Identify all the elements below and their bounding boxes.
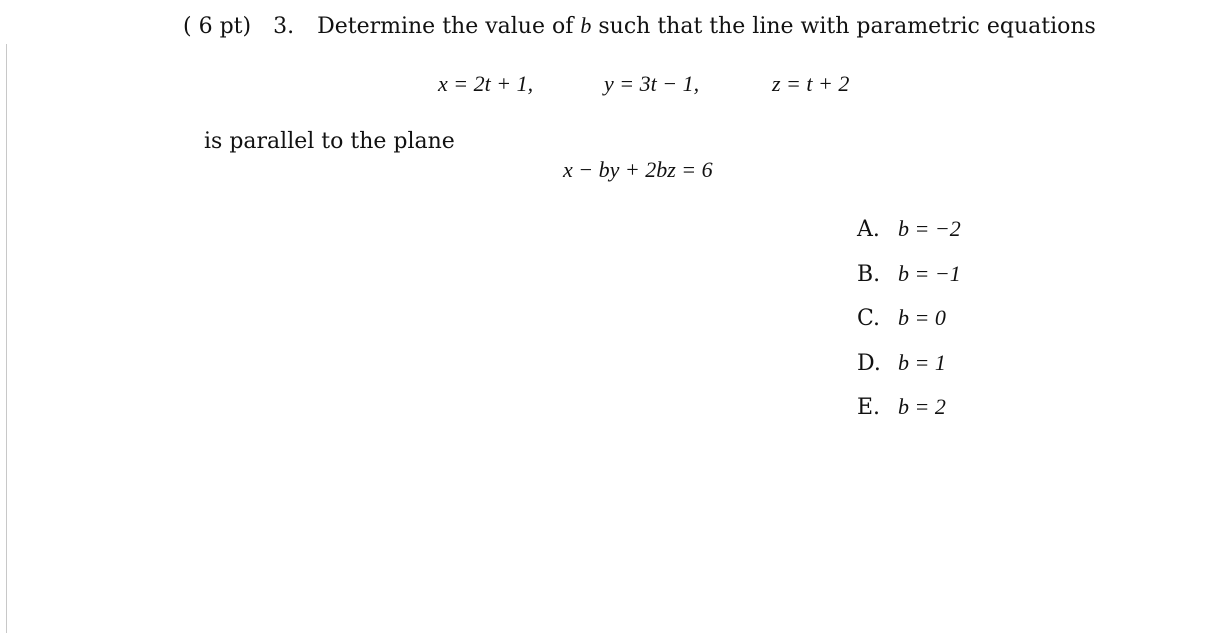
answer-choices (857, 216, 961, 439)
parametric-equation-y: y = 3t − 1, (604, 71, 700, 96)
parametric-equation-x: x = 2t + 1, (438, 71, 534, 96)
choice-a (857, 216, 961, 261)
choice-c-value: b = 0 (898, 305, 946, 330)
choice-a-value: b = −2 (898, 216, 961, 241)
choice-d-letter: D. (857, 350, 881, 376)
choice-e-value: b = 2 (898, 394, 946, 419)
choice-e-letter: E. (857, 395, 881, 420)
choice-a-letter: A. (857, 217, 880, 242)
question-number: 3. (273, 14, 295, 39)
choice-b-letter: B. (857, 261, 881, 287)
question-prompt-prefix: Determine the value of (317, 14, 574, 39)
choice-c-letter: C. (857, 306, 881, 331)
parametric-equation-z: z = t + 2 (772, 71, 850, 96)
question-prompt-suffix: such that the line with parametric equations (598, 14, 1096, 39)
choice-c (857, 305, 961, 350)
plane-equation: x − by + 2bz = 6 (563, 157, 713, 182)
question-points: ( 6 pt) (183, 14, 252, 39)
plane-intro-text: is parallel to the plane (204, 129, 455, 154)
choice-d (857, 350, 961, 395)
page-left-edge (6, 44, 7, 633)
choice-b (857, 261, 961, 306)
question-prompt-variable: b (580, 13, 592, 38)
choice-e (857, 394, 961, 439)
question-header (183, 13, 1096, 39)
choice-d-value: b = 1 (898, 349, 946, 375)
choice-b-value: b = −1 (898, 260, 961, 286)
